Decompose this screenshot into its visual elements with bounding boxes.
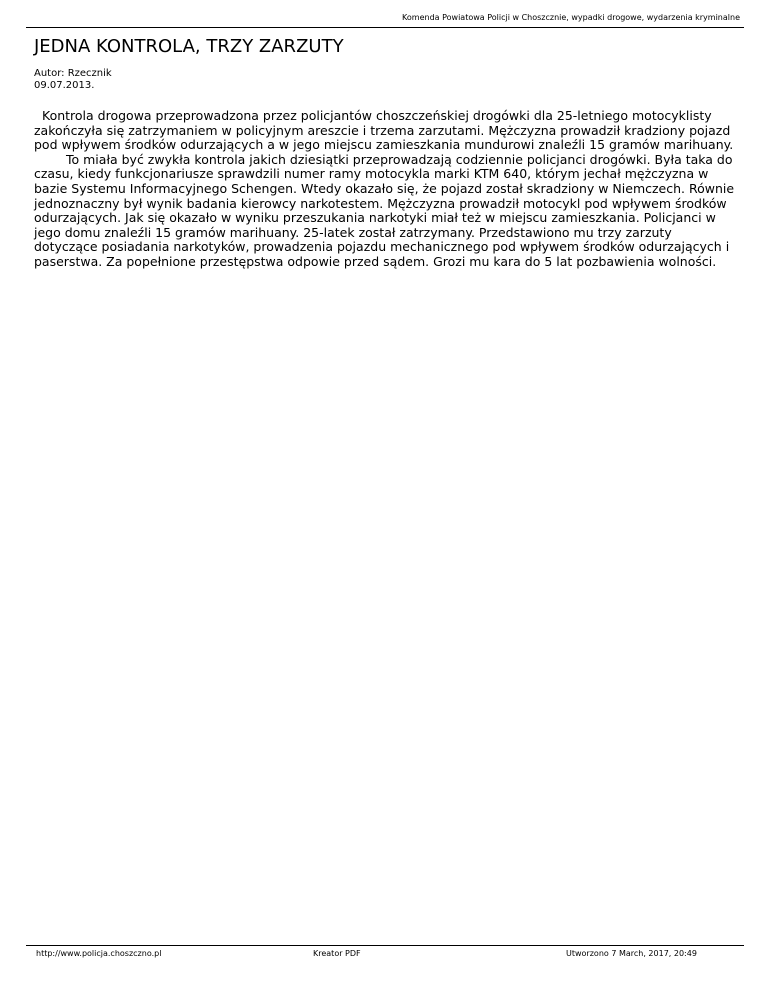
- footer-url: http://www.policja.choszczno.pl: [36, 949, 162, 958]
- page-header-text: Komenda Powiatowa Policji w Choszcznie, wypadki drogowe, wydarzenia kryminalne: [402, 13, 740, 22]
- article-title: JEDNA KONTROLA, TRZY ZARZUTY: [34, 36, 344, 57]
- article-body: [34, 109, 738, 270]
- article-paragraph-lead: Kontrola drogowa przeprowadzona przez policjantów choszczeńskiej drogówki dla 25-letniego motocyklisty zakończyła się zatrzymaniem w policyjnym areszcie i trzema zarzutami. Mężczyzna prowadził kradziony pojazd pod wpływem środków odurzających a w jego miejscu zamieszkania mundurowi znaleźli 15 gramów marihuany.: [34, 108, 734, 153]
- footer-generator: Kreator PDF: [313, 949, 361, 958]
- author-line: Autor: Rzecznik: [34, 68, 112, 79]
- header-divider: [26, 27, 744, 28]
- footer-divider: [26, 945, 744, 946]
- article-meta: [34, 68, 112, 92]
- footer-created-date: Utworzono 7 March, 2017, 20:49: [566, 949, 697, 958]
- publish-date: 09.07.2013.: [34, 80, 95, 91]
- article-paragraph-main: To miała być zwykła kontrola jakich dziesiątki przeprowadzają codziennie policjanci drogówki. Była taka do czasu, kiedy funkcjonariusze sprawdzili numer ramy motocykla marki KTM 640, którym jechał mężczyzna w bazie Systemu Informacyjnego Schengen. Wtedy okazało się, że pojazd został skradziony w Niemczech. Równie jednoznaczny był wynik badania kierowcy narkotestem. Mężczyzna prowadził motocykl pod wpływem środków odurzających. Jak się okazało w wyniku przeszukania narkotyki miał też w miejscu zamieszkania. Policjanci w jego domu znaleźli 15 gramów marihuany. 25-latek został zatrzymany. Przedstawiono mu trzy zarzuty dotyczące posiadania narkotyków, prowadzenia pojazdu mechanicznego pod wpływem środków odurzających i paserstwa. Za popełnione przestępstwa odpowie przed sądem. Grozi mu kara do 5 lat pozbawienia wolności.: [34, 151, 735, 269]
